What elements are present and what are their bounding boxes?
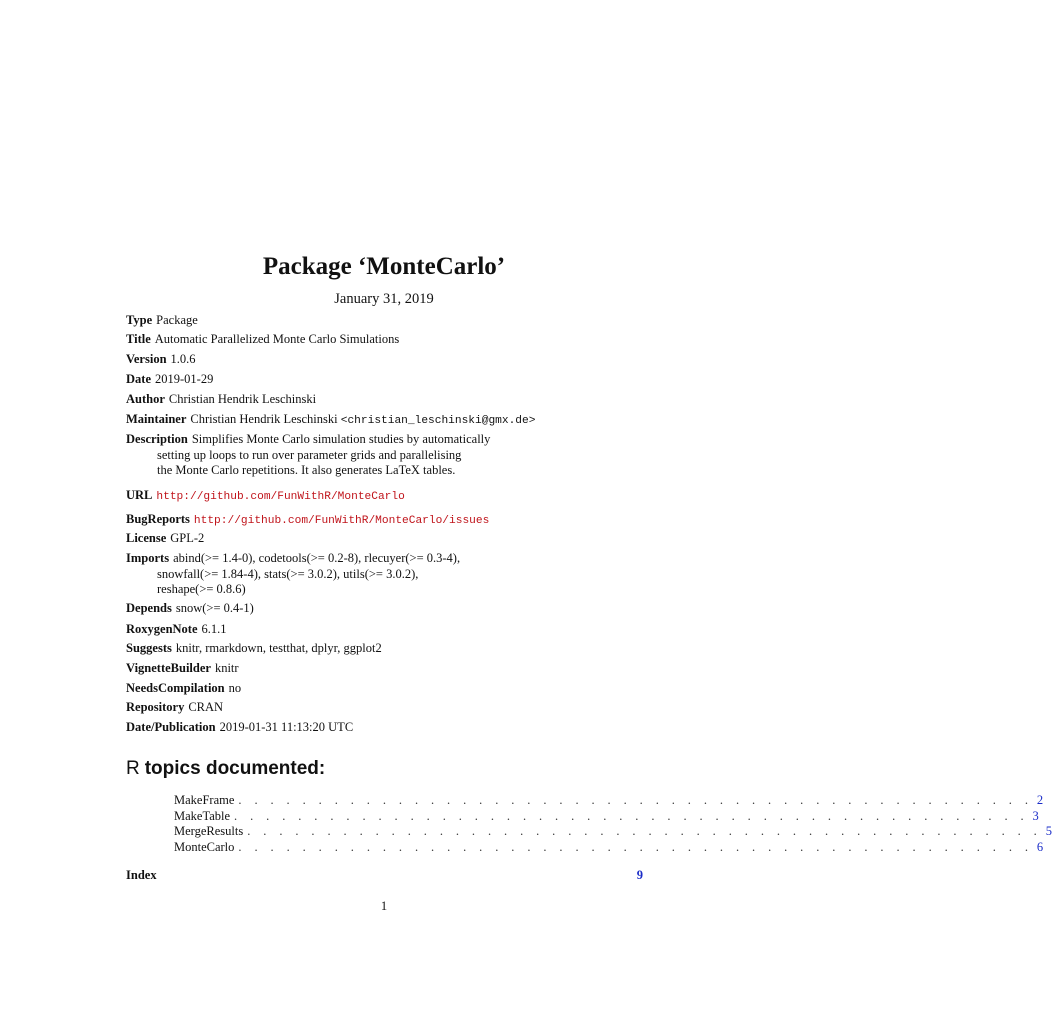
toc-leader: . . . . . . . . . . . . . . . . . . . . . . . . . . . . . . . . . . . . . . . . . . . . . . . . . . — [238, 840, 1033, 854]
field-key: Repository — [126, 700, 185, 714]
field-value: 1.0.6 — [170, 352, 196, 366]
field-value: 6.1.1 — [201, 622, 227, 636]
field-suggests — [126, 641, 646, 657]
field-type — [126, 313, 646, 329]
toc-leader: . . . . . . . . . . . . . . . . . . . . . . . . . . . . . . . . . . . . . . . . . . . . . . . . . . — [238, 793, 1033, 807]
field-key: Type — [126, 313, 153, 327]
field-description — [126, 432, 646, 479]
toc-row-montecarlo[interactable] — [174, 839, 1044, 855]
toc-label: MakeTable — [174, 809, 231, 823]
field-key: License — [126, 531, 167, 545]
field-value: Automatic Parallelized Monte Carlo Simulations — [154, 332, 400, 346]
field-value: Christian Hendrik Leschinski — [168, 392, 317, 406]
field-key: Description — [126, 432, 188, 446]
field-bugreports — [126, 512, 646, 530]
toc-label: MonteCarlo — [174, 840, 235, 854]
field-key: Depends — [126, 601, 172, 615]
field-key: NeedsCompilation — [126, 681, 225, 695]
field-key: Author — [126, 392, 165, 406]
imports-line-3: reshape(>= 0.8.6) — [157, 582, 246, 596]
maintainer-email: <christian_leschinski@gmx.de> — [340, 415, 536, 427]
field-value: Package — [156, 313, 198, 327]
toc-page[interactable]: 2 — [1036, 793, 1044, 807]
toc-row-index[interactable] — [126, 866, 643, 884]
field-roxygennote — [126, 622, 646, 638]
field-value: snow(>= 0.4-1) — [175, 601, 254, 615]
page-number: 1 — [380, 899, 388, 913]
field-repository — [126, 700, 646, 716]
maintainer-name: Christian Hendrik Leschinski — [190, 412, 338, 426]
field-value: 2019-01-31 11:13:20 UTC — [219, 720, 354, 734]
field-value: knitr, rmarkdown, testthat, dplyr, ggplot2 — [175, 641, 382, 655]
toc-page[interactable]: 5 — [1045, 824, 1052, 838]
field-needscompilation — [126, 681, 646, 697]
field-key: Date/Publication — [126, 720, 216, 734]
topics-heading-text: topics documented: — [144, 758, 326, 779]
package-date: January 31, 2019 — [334, 291, 434, 307]
toc-page[interactable]: 3 — [1032, 809, 1039, 823]
field-key: Imports — [126, 551, 170, 565]
url-link[interactable]: http://github.com/FunWithR/MonteCarlo — [156, 491, 405, 503]
field-license — [126, 531, 646, 547]
field-key: Version — [126, 352, 167, 366]
field-key: Suggests — [126, 641, 172, 655]
toc-row-maketable[interactable] — [174, 808, 1039, 824]
field-author — [126, 392, 646, 408]
bugreports-link[interactable]: http://github.com/FunWithR/MonteCarlo/issues — [193, 515, 490, 527]
field-imports — [126, 551, 646, 598]
imports-line-2: snowfall(>= 1.84-4), stats(>= 3.0.2), utils(>= 3.0.2), — [157, 566, 419, 581]
field-vignettebuilder — [126, 661, 646, 677]
field-version — [126, 352, 646, 368]
field-value: GPL-2 — [170, 531, 205, 545]
toc-row-makeframe[interactable] — [174, 792, 1044, 808]
field-key: Maintainer — [126, 412, 187, 426]
field-depends — [126, 601, 646, 617]
field-key: URL — [126, 488, 153, 502]
index-label: Index — [126, 868, 157, 882]
field-value: CRAN — [188, 700, 224, 714]
package-title: Package ‘MonteCarlo’ — [262, 253, 506, 280]
toc-row-mergeresults[interactable] — [174, 823, 1052, 839]
field-value: 2019-01-29 — [155, 372, 214, 386]
field-key: VignetteBuilder — [126, 661, 211, 675]
r-letter: R — [126, 758, 140, 779]
field-value: knitr — [214, 661, 239, 675]
imports-line-1: abind(>= 1.4-0), codetools(>= 0.2-8), rlecuyer(>= 0.3-4), — [173, 551, 461, 565]
topics-heading — [126, 757, 325, 781]
field-url — [126, 488, 646, 506]
field-key: Title — [126, 332, 151, 346]
description-line-3: the Monte Carlo repetitions. It also generates LaTeX tables. — [157, 463, 456, 477]
field-key: RoxygenNote — [126, 622, 198, 636]
toc-label: MergeResults — [174, 824, 244, 838]
toc-page[interactable]: 6 — [1036, 840, 1044, 854]
field-date — [126, 372, 646, 388]
toc-label: MakeFrame — [174, 793, 235, 807]
index-page[interactable]: 9 — [636, 868, 643, 882]
toc-leader: . . . . . . . . . . . . . . . . . . . . . . . . . . . . . . . . . . . . . . . . . . . . . . . . . . — [234, 809, 1029, 823]
field-value: no — [228, 681, 242, 695]
field-title — [126, 332, 646, 348]
field-key: BugReports — [126, 512, 190, 526]
field-datepublication — [126, 720, 646, 736]
description-line-2: setting up loops to run over parameter grids and parallelising — [157, 447, 462, 462]
field-maintainer — [126, 412, 646, 430]
description-line-1: Simplifies Monte Carlo simulation studies by automatically — [191, 432, 491, 446]
toc-leader: . . . . . . . . . . . . . . . . . . . . . . . . . . . . . . . . . . . . . . . . . . . . . . . . . . — [247, 824, 1042, 838]
field-key: Date — [126, 372, 151, 386]
